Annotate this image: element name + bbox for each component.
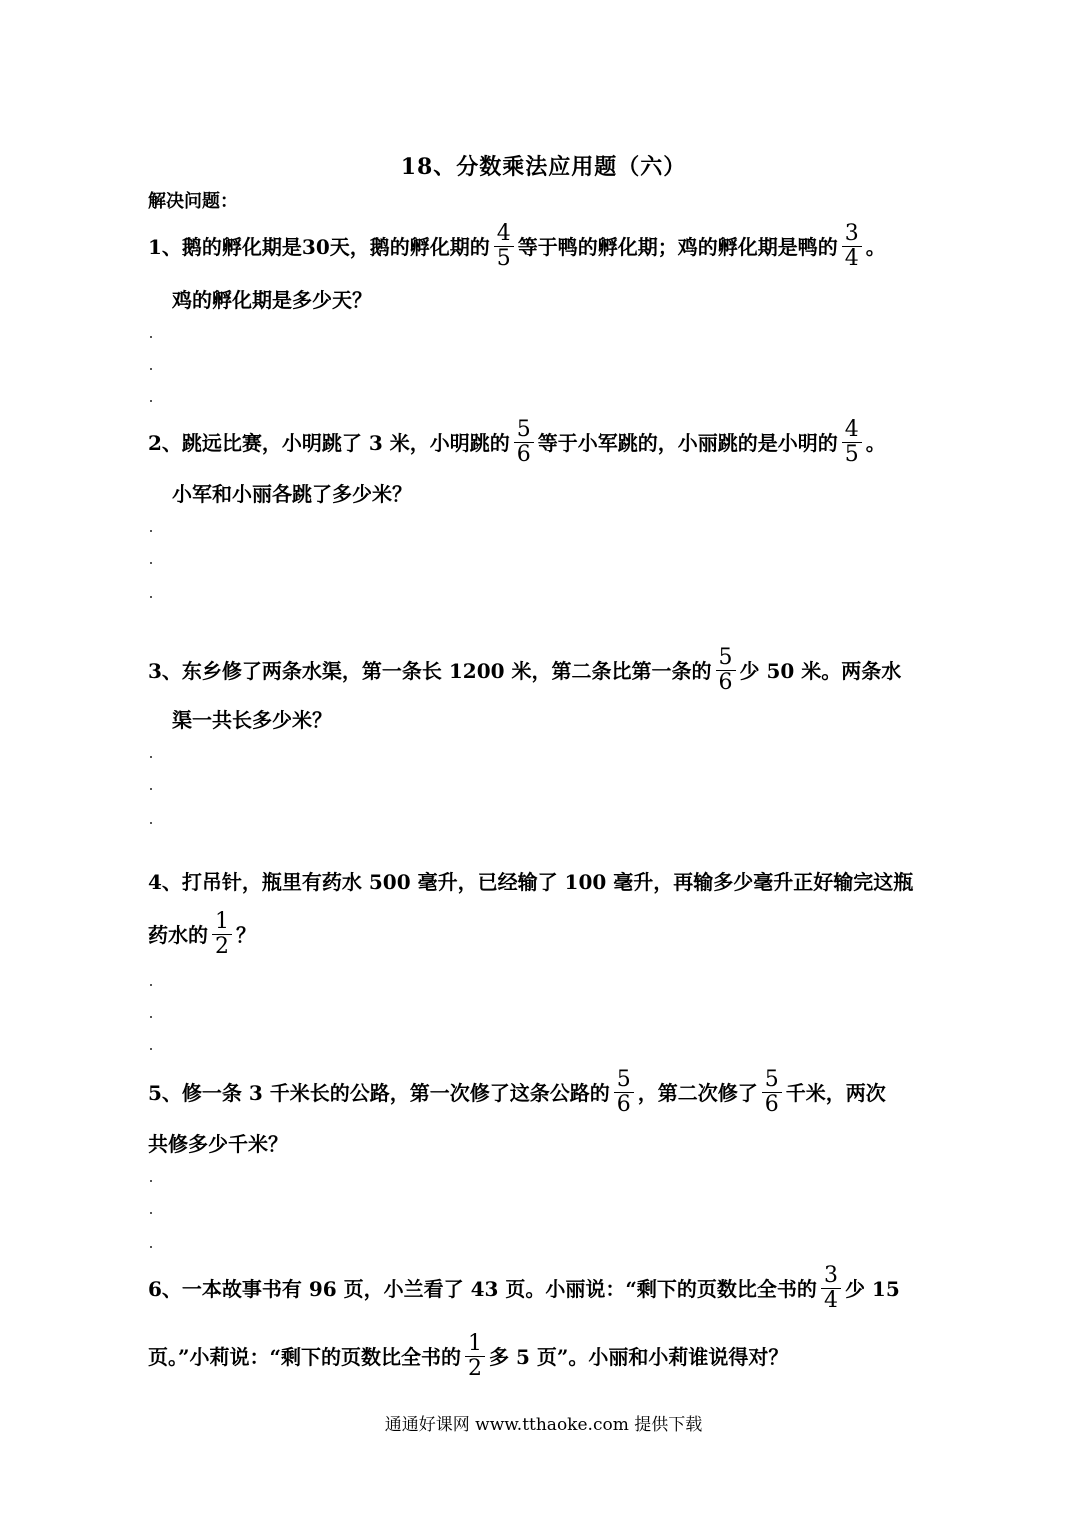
fraction: $\frac{3}{4}$ <box>821 1264 841 1313</box>
question-1-line-2: 鸡的孵化期是多少天？ <box>172 288 372 312</box>
question-6-line-1 <box>148 1263 900 1313</box>
fraction: $\frac{5}{6}$ <box>716 646 736 695</box>
q6-text-c: 页。”小莉说：“剩下的页数比全书的 <box>148 1345 462 1369</box>
answer-space-mark <box>150 788 152 790</box>
answer-space-mark <box>150 1246 152 1248</box>
q4-text-c: ？ <box>236 923 256 947</box>
answer-space-mark <box>150 596 152 598</box>
page-title: 18、分数乘法应用题（六） <box>400 154 687 180</box>
fraction: $\frac{1}{2}$ <box>212 910 232 959</box>
answer-space-mark <box>150 984 152 986</box>
q1-text-a: 1、鹅的孵化期是30天，鹅的孵化期的 <box>148 235 490 259</box>
answer-space-mark <box>150 562 152 564</box>
q5-text-c: 千米，两次 <box>785 1081 886 1105</box>
footer-source: 通通好课网 www.tthaoke.com 提供下载 <box>384 1415 703 1435</box>
fraction: $\frac{4}{5}$ <box>842 418 862 467</box>
answer-space-mark <box>150 1016 152 1018</box>
answer-space-mark <box>150 530 152 532</box>
q5-text-a: 5、修一条 3 千米长的公路，第一次修了这条公路的 <box>148 1081 610 1105</box>
answer-space-mark <box>150 368 152 370</box>
fraction: $\frac{3}{4}$ <box>842 222 862 271</box>
question-2-line-2: 小军和小丽各跳了多少米？ <box>172 482 412 506</box>
answer-space-mark <box>150 1212 152 1214</box>
fraction: $\frac{5}{6}$ <box>514 418 534 467</box>
answer-space-mark <box>150 1180 152 1182</box>
question-6-line-2 <box>148 1331 789 1381</box>
fraction: $\frac{5}{6}$ <box>762 1068 782 1117</box>
question-5-line-2: 共修多少千米？ <box>148 1132 288 1156</box>
question-2-line-1 <box>148 417 886 467</box>
q6-text-d: 多 5 页”。小丽和小莉谁说得对？ <box>489 1345 789 1369</box>
question-4-line-1: 4、打吊针，瓶里有药水 500 毫升，已经输了 100 毫升，再输多少毫升正好输完这瓶 <box>148 870 914 894</box>
question-1-line-1 <box>148 221 886 271</box>
question-3-line-2: 渠一共长多少米？ <box>172 708 332 732</box>
q2-text-b: 等于小军跳的，小丽跳的是小明的 <box>537 431 838 455</box>
answer-space-mark <box>150 756 152 758</box>
q6-text-a: 6、一本故事书有 96 页，小兰看了 43 页。小丽说：“剩下的页数比全书的 <box>148 1277 817 1301</box>
question-3-line-1 <box>148 645 902 695</box>
fraction: $\frac{5}{6}$ <box>614 1068 634 1117</box>
fraction: $\frac{1}{2}$ <box>465 1332 485 1381</box>
q3-text-a: 3、东乡修了两条水渠，第一条长 1200 米，第二条比第一条的 <box>148 659 712 683</box>
q2-text-a: 2、跳远比赛，小明跳了 3 米，小明跳的 <box>148 431 510 455</box>
q3-text-b: 少 50 米。两条水 <box>739 659 902 683</box>
answer-space-mark <box>150 1048 152 1050</box>
answer-space-mark <box>150 336 152 338</box>
q5-text-b: ，第二次修了 <box>637 1081 758 1105</box>
fraction: $\frac{4}{5}$ <box>494 222 514 271</box>
answer-space-mark <box>150 400 152 402</box>
q2-text-c: 。 <box>865 431 886 455</box>
answer-space-mark <box>150 822 152 824</box>
q1-text-c: 。 <box>865 235 886 259</box>
question-5-line-1 <box>148 1067 886 1117</box>
q4-text-b: 药水的 <box>148 923 208 947</box>
q1-text-b: 等于鸭的孵化期；鸡的孵化期是鸭的 <box>517 235 838 259</box>
q6-text-b: 少 15 <box>844 1277 900 1301</box>
question-4-line-2 <box>148 909 256 959</box>
section-label: 解决问题： <box>148 191 238 212</box>
